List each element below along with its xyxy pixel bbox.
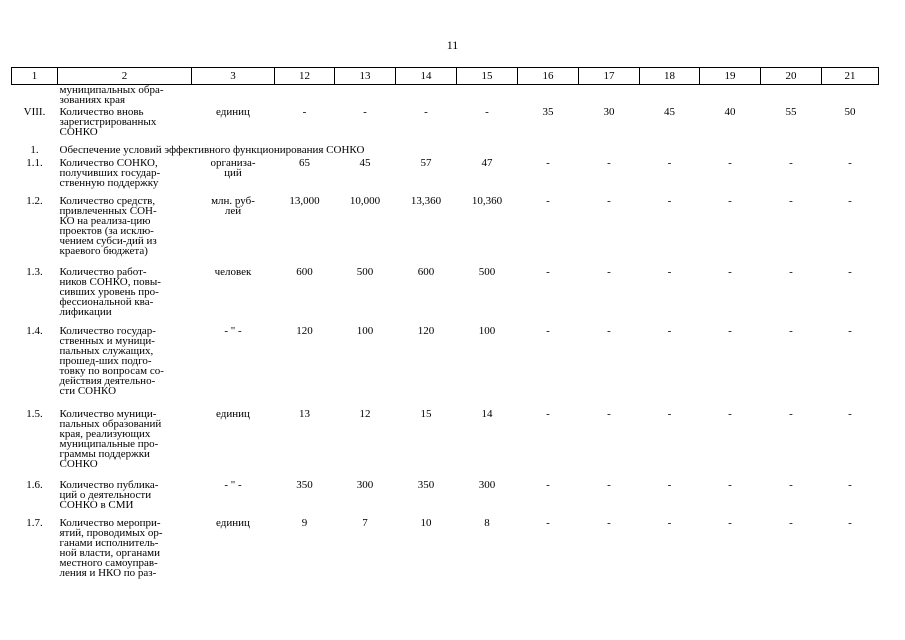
indicator-name: Количество государ- ственных и муници- пальных служащих, прошед-ших подго- товку по вопросам со- действия деятельно- сти СОНКО	[59, 324, 164, 397]
value-col-12: 350	[296, 478, 313, 491]
value-col-14: 10	[420, 516, 432, 529]
value-col-14: -	[424, 105, 428, 118]
row-number: 1.3.	[26, 265, 43, 278]
value-col-16: -	[546, 265, 550, 278]
value-col-21: -	[848, 516, 852, 529]
value-col-15: 500	[478, 265, 496, 278]
indicator-name: Количество публика- ций о деятельности СОНКО в СМИ	[59, 478, 159, 511]
value-col-15: -	[485, 105, 489, 118]
value-col-18: -	[667, 194, 672, 207]
value-col-17: 30	[603, 105, 615, 118]
value-col-16: -	[546, 478, 550, 491]
value-col-16: -	[546, 324, 550, 337]
indicator-row	[12, 517, 879, 587]
value-col-17: -	[607, 324, 611, 337]
column-header-2: 2	[58, 68, 192, 85]
indicator-name: Количество СОНКО, получивших государ- ственную поддержку	[59, 156, 161, 189]
indicator-table	[11, 67, 879, 587]
column-header-1: 1	[12, 68, 58, 85]
unit-of-measure: - " -	[224, 478, 242, 491]
value-col-19: 40	[724, 105, 736, 118]
column-header-4: 12	[275, 68, 335, 85]
value-col-20: -	[789, 516, 793, 529]
value-col-14: 120	[417, 324, 435, 337]
value-col-19: -	[728, 516, 732, 529]
continuation-name	[58, 85, 192, 107]
value-col-14: 350	[417, 478, 435, 491]
indicator-row	[12, 408, 879, 479]
value-col-13: -	[363, 105, 367, 118]
unit-of-measure: единиц	[216, 105, 250, 118]
value-col-13: 12	[359, 407, 371, 420]
value-col-18: -	[667, 516, 672, 529]
section-title: Обеспечение условий эффективного функционирования СОНКО	[59, 143, 365, 156]
indicator-row	[12, 157, 879, 195]
value-col-20: -	[789, 156, 793, 169]
value-col-16: -	[546, 407, 550, 420]
value-col-21: -	[848, 156, 852, 169]
value-col-20: -	[789, 324, 793, 337]
row-viii	[12, 107, 879, 143]
value-col-18: 45	[664, 105, 675, 118]
value-col-12: 600	[296, 265, 313, 278]
value-col-17: -	[607, 407, 611, 420]
value-col-14: 15	[420, 407, 432, 420]
page-number: 11	[446, 38, 459, 52]
column-header-7: 15	[457, 68, 518, 85]
value-col-16: -	[546, 156, 550, 169]
column-header-9: 17	[579, 68, 640, 85]
row-number: 1.5.	[26, 407, 43, 420]
value-col-13: 500	[356, 265, 374, 278]
row-number: 1.6.	[26, 478, 43, 491]
indicator-row	[12, 479, 879, 517]
row-number: VIII.	[23, 105, 46, 118]
value-col-13: 45	[359, 156, 371, 169]
value-col-15: 100	[478, 324, 496, 337]
value-col-15: 14	[481, 407, 493, 420]
value-col-15: 10,360	[471, 194, 503, 207]
column-header-13: 21	[822, 68, 879, 85]
value-col-18: -	[667, 407, 672, 420]
value-col-18: -	[667, 478, 672, 491]
unit-of-measure: организа- ций	[210, 156, 256, 179]
column-number-row	[12, 68, 879, 85]
value-col-19: -	[728, 156, 732, 169]
value-col-20: -	[789, 478, 793, 491]
value-col-17: -	[607, 156, 611, 169]
value-col-21: -	[848, 265, 852, 278]
value-col-19: -	[728, 407, 732, 420]
value-col-18: -	[667, 324, 672, 337]
section-row	[12, 143, 879, 157]
value-col-17: -	[607, 516, 611, 529]
section-number: 1.	[30, 143, 39, 156]
value-col-14: 13,360	[410, 194, 442, 207]
value-col-21: -	[848, 194, 852, 207]
value-col-15: 47	[481, 156, 493, 169]
value-col-14: 600	[417, 265, 435, 278]
row-number: 1.7.	[26, 516, 43, 529]
column-header-12: 20	[761, 68, 822, 85]
value-col-13: 10,000	[349, 194, 381, 207]
value-col-12: -	[302, 105, 307, 118]
value-col-20: 55	[785, 105, 797, 118]
indicator-name: Количество работ- ников СОНКО, повы- сивших уровень про- фессиональной ква- лификации	[59, 265, 161, 318]
value-col-13: 100	[356, 324, 374, 337]
value-col-16: 35	[542, 105, 554, 118]
unit-of-measure: единиц	[216, 516, 250, 529]
unit-of-measure: - " -	[224, 324, 242, 337]
value-col-12: 120	[296, 324, 313, 337]
value-col-12: 9	[301, 516, 308, 529]
value-col-21: -	[848, 478, 852, 491]
unit-of-measure: единиц	[216, 407, 250, 420]
column-header-11: 19	[700, 68, 761, 85]
indicator-name: Количество средств, привлеченных СОН- КО на реализа-цию проектов (за исклю- чением субси-дий из краевого бюджета)	[59, 194, 157, 257]
value-col-12: 65	[299, 156, 310, 169]
row-number: 1.1.	[26, 156, 43, 169]
value-col-19: -	[728, 265, 732, 278]
continuation-row	[12, 85, 879, 107]
value-col-21: -	[848, 407, 852, 420]
continuation-name-text: муниципальных обра- зованиях края	[59, 84, 164, 106]
value-col-14: 57	[420, 156, 432, 169]
value-col-12: 13	[299, 407, 310, 420]
value-col-20: -	[789, 407, 793, 420]
value-col-13: 7	[362, 516, 368, 529]
value-col-16: -	[546, 516, 550, 529]
row-number: 1.2.	[26, 194, 43, 207]
value-col-20: -	[789, 265, 793, 278]
column-header-10: 18	[640, 68, 700, 85]
row-number: 1.4.	[26, 324, 43, 337]
value-col-16: -	[546, 194, 550, 207]
column-header-5: 13	[335, 68, 396, 85]
value-col-21: 50	[844, 105, 856, 118]
value-col-15: 8	[484, 516, 490, 529]
value-col-19: -	[728, 324, 732, 337]
value-col-19: -	[728, 478, 732, 491]
indicator-row	[12, 325, 879, 408]
value-col-20: -	[789, 194, 793, 207]
indicator-name: Количество вновь зарегистрированных СОНКО	[59, 105, 157, 138]
column-header-8: 16	[518, 68, 579, 85]
value-col-15: 300	[478, 478, 496, 491]
unit-of-measure: человек	[214, 265, 252, 278]
value-col-12: 13,000	[289, 194, 320, 207]
value-col-18: -	[667, 265, 672, 278]
indicator-row	[12, 266, 879, 325]
value-col-17: -	[607, 194, 611, 207]
value-col-13: 300	[356, 478, 374, 491]
indicator-name: Количество муници- пальных образований края, реализующих муниципальные про- граммы поддержки СОНКО	[59, 407, 162, 470]
column-header-6: 14	[396, 68, 457, 85]
value-col-18: -	[667, 156, 672, 169]
value-col-17: -	[607, 265, 611, 278]
column-header-3: 3	[192, 68, 275, 85]
indicator-row	[12, 195, 879, 266]
value-col-17: -	[607, 478, 611, 491]
unit-of-measure: млн. руб- лей	[211, 194, 255, 217]
value-col-19: -	[728, 194, 732, 207]
value-col-21: -	[848, 324, 852, 337]
indicator-name: Количество меропри- ятий, проводимых ор- ганами исполнитель- ной власти, органами местного самоуправ- ления и НКО по раз-	[59, 516, 163, 579]
